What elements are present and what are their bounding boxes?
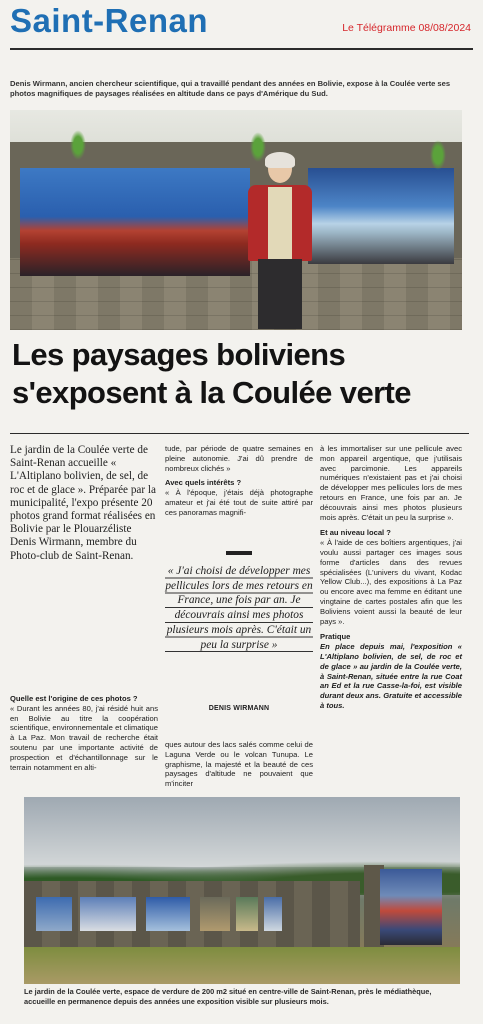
pull-quote xyxy=(165,550,313,652)
header-divider xyxy=(10,48,473,50)
column-3-text: à les immortaliser sur une pellicule avec mon appareil argentique, que j'utilisais avec parcimonie. Les appareils numériques n'existaient pas et j'ai choisi de développer mes pellicules lors de mes retours en France, une fois par an. Je découvrais ainsi mes photos plusieurs mois après. C'était un peu la surprise ». xyxy=(320,444,462,522)
mountain-banner-image xyxy=(20,168,250,276)
column-2-text: tude, par période de quatre semaines en pleine autonomie. J'ai dû prendre de nombreux clichés » xyxy=(165,444,313,473)
exhibit-panel xyxy=(200,897,230,931)
answer-3: « À l'aide de ces boîtiers argentiques, j'ai voulu aussi partager ces images sous forme d'articles dans des revues spécialisées (L'univers du vivant, Kodac Yellow Club...), des expositions à La Paz ou encore avec ma femme en éditant une vingtaine de cartes postales afin que les Boliviens voient aussi la beauté de leur pays ». xyxy=(320,538,462,626)
source-credit: Le Télégramme 08/08/2024 xyxy=(342,22,471,34)
article-intro: Denis Wirmann, ancien chercheur scientifique, qui a travaillé pendant des années en Bolivie, expose à la Coulée verte ses photos magnifiques de paysages réalisées en altitude dans ce pays d'Amérique du Sud. xyxy=(10,79,451,98)
exhibit-panel xyxy=(80,897,136,931)
question-3: Et au niveau local ? xyxy=(320,528,391,538)
article-headline xyxy=(12,336,472,412)
pratique-title: Pratique xyxy=(320,632,351,642)
headline-line-2: s'exposent à la Coulée verte xyxy=(12,375,411,410)
question-2: Avec quels intérêts ? xyxy=(165,478,242,488)
lead-paragraph: Le jardin de la Coulée verte de Saint-Renan accueille « L'Altiplano bolivien, de sel, de roc et de glace ». Préparée par la municipalité, l'expo présente 20 photos grand format réalisées en Bolivie par le Plouarzéliste Denis Wirmann, membre du Photo-club de Saint-Renan. xyxy=(10,444,156,562)
column-2-bottom: ques autour des lacs salés comme celui de Laguna Verde ou le volcan Tunupa. Le graphisme, la majesté et la beauté de ces paysages d'altitude ne pouvaient que m'inciter xyxy=(165,740,313,789)
column-1-bottom xyxy=(10,691,158,772)
exhibit-panel xyxy=(264,897,282,931)
answer-1: « Durant les années 80, j'ai résidé huit ans en Bolivie au titre la coopération scientifique, environnementale et climatique à La Paz. Mon travail de recherche était soutenu par une importante activité de prospection et d'échantillonnage sur le terrain notamment en alti- xyxy=(10,703,158,772)
lake-banner-image xyxy=(308,168,454,264)
garden-exhibition-photo xyxy=(24,797,460,984)
photo-caption: Le jardin de la Coulée verte, espace de verdure de 200 m2 situé en centre-ville de Saint-Renan, près le médiathèque, accueille en permanence depuis des années une exposition visible sur plusieurs mois. xyxy=(24,987,432,1006)
section-title: Saint-Renan xyxy=(10,2,209,39)
question-1: Quelle est l'origine de ces photos ? xyxy=(10,694,138,703)
exhibit-panel xyxy=(236,897,258,931)
exhibit-panel xyxy=(146,897,190,931)
answer-2: « À l'époque, j'étais déjà photographe amateur et j'ai été tout de suite attiré par ces panoramas magnifi- xyxy=(165,488,313,517)
column-3 xyxy=(320,444,462,711)
photographer-figure xyxy=(244,155,316,330)
column-2 xyxy=(165,444,313,518)
exhibit-panel-large xyxy=(380,869,442,945)
pull-quote-text: « J'ai choisi de développer mes pellicules lors de mes retours en France, une fois par an. Je découvrais ainsi mes photos plusieurs mois après. C'était un peu la surprise » xyxy=(165,565,313,651)
headline-line-1: Les paysages boliviens xyxy=(12,337,346,372)
pratique-text: En place depuis mai, l'exposition « L'Altiplano bolivien, de sel, de roc et de glace » au jardin de la Coulée verte, à Saint-Renan, située entre la rue Coat an Ed et la rue Casse-la-foi, est visible durant deux ans. Gratuite et accessible à tous. xyxy=(320,642,462,710)
headline-divider xyxy=(10,433,469,434)
pull-quote-author: DENIS WIRMANN xyxy=(208,705,270,712)
exhibit-panel xyxy=(36,897,72,931)
exhibition-photo-top xyxy=(10,110,462,330)
